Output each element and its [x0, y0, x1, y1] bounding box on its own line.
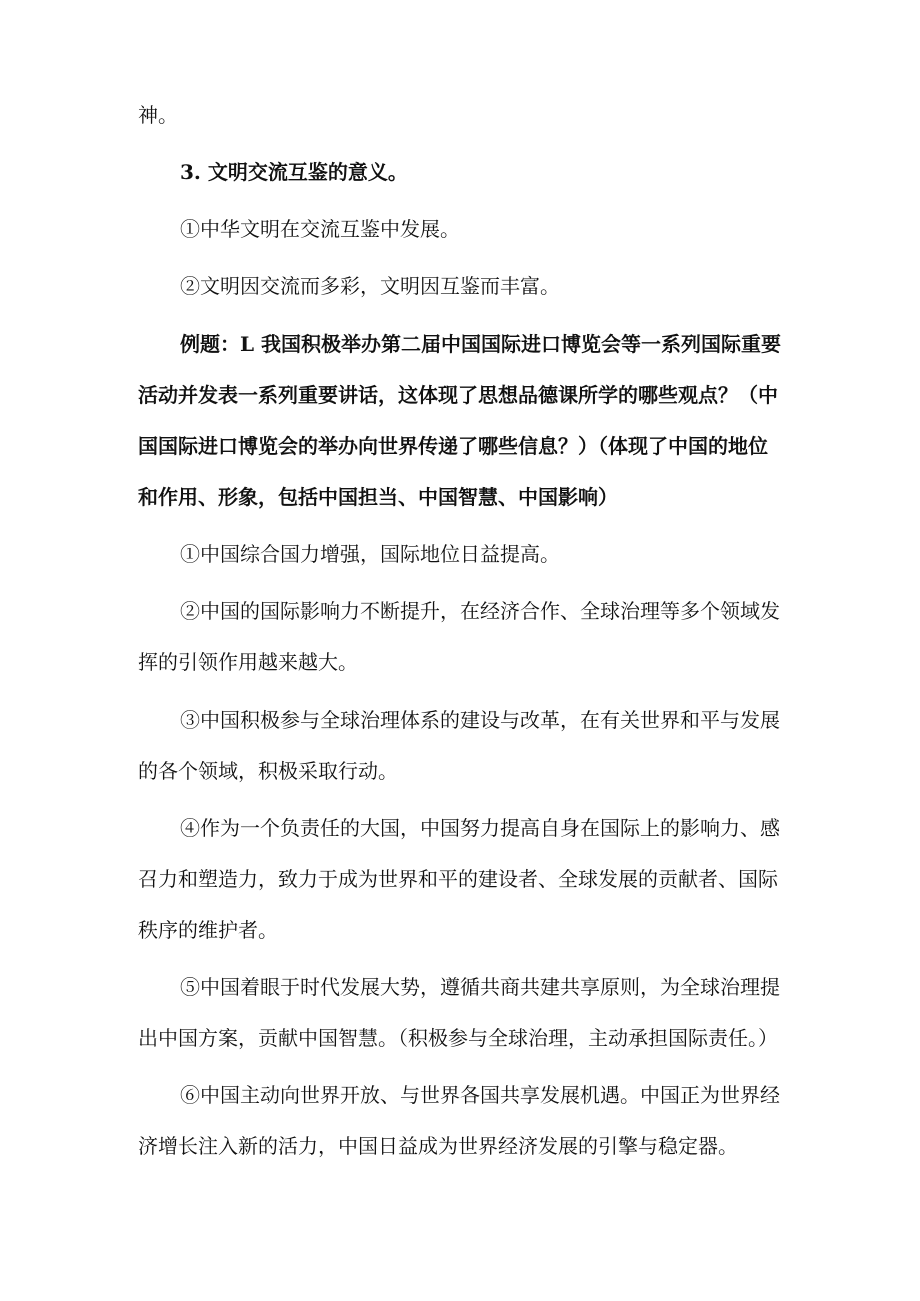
answer-point-continuation: 秩序的维护者。: [138, 918, 278, 942]
example-question-line: 例题：L 我国积极举办第二届中国国际进口博览会等一系列国际重要: [180, 332, 782, 356]
answer-point-continuation: 的各个领域，积极采取行动。: [138, 759, 398, 783]
example-question-line: 活动并发表一系列重要讲话，这体现了思想品德课所学的哪些观点？（中: [138, 383, 778, 407]
section-heading: 3. 文明交流互鉴的意义。: [180, 160, 408, 184]
answer-point-continuation: 济增长注入新的活力，中国日益成为世界经济发展的引擎与稳定器。: [138, 1134, 738, 1158]
answer-point: ①中国综合国力增强，国际地位日益提高。: [180, 542, 560, 566]
list-item: ②文明因交流而多彩，文明因互鉴而丰富。: [180, 274, 560, 298]
example-question-line: 国国际进口博览会的举办向世界传递了哪些信息？）（体现了中国的地位: [138, 434, 768, 458]
answer-point: ④作为一个负责任的大国，中国努力提高自身在国际上的影响力、感: [180, 816, 780, 840]
answer-point: ③中国积极参与全球治理体系的建设与改革，在有关世界和平与发展: [180, 708, 780, 732]
answer-point: ⑤中国着眼于时代发展大势，遵循共商共建共享原则，为全球治理提: [180, 975, 780, 999]
answer-point-continuation: 出中国方案，贡献中国智慧。（积极参与全球治理，主动承担国际责任。）: [138, 1026, 778, 1050]
answer-point-continuation: 挥的引领作用越来越大。: [138, 650, 358, 674]
paragraph-continuation: 神。: [138, 103, 178, 127]
list-item: ①中华文明在交流互鉴中发展。: [180, 217, 460, 241]
answer-point-continuation: 召力和塑造力，致力于成为世界和平的建设者、全球发展的贡献者、国际: [138, 867, 778, 891]
answer-point: ②中国的国际影响力不断提升，在经济合作、全球治理等多个领域发: [180, 599, 780, 623]
example-question-line: 和作用、形象，包括中国担当、中国智慧、中国影响）: [138, 485, 618, 509]
answer-point: ⑥中国主动向世界开放、与世界各国共享发展机遇。中国正为世界经: [180, 1083, 780, 1107]
